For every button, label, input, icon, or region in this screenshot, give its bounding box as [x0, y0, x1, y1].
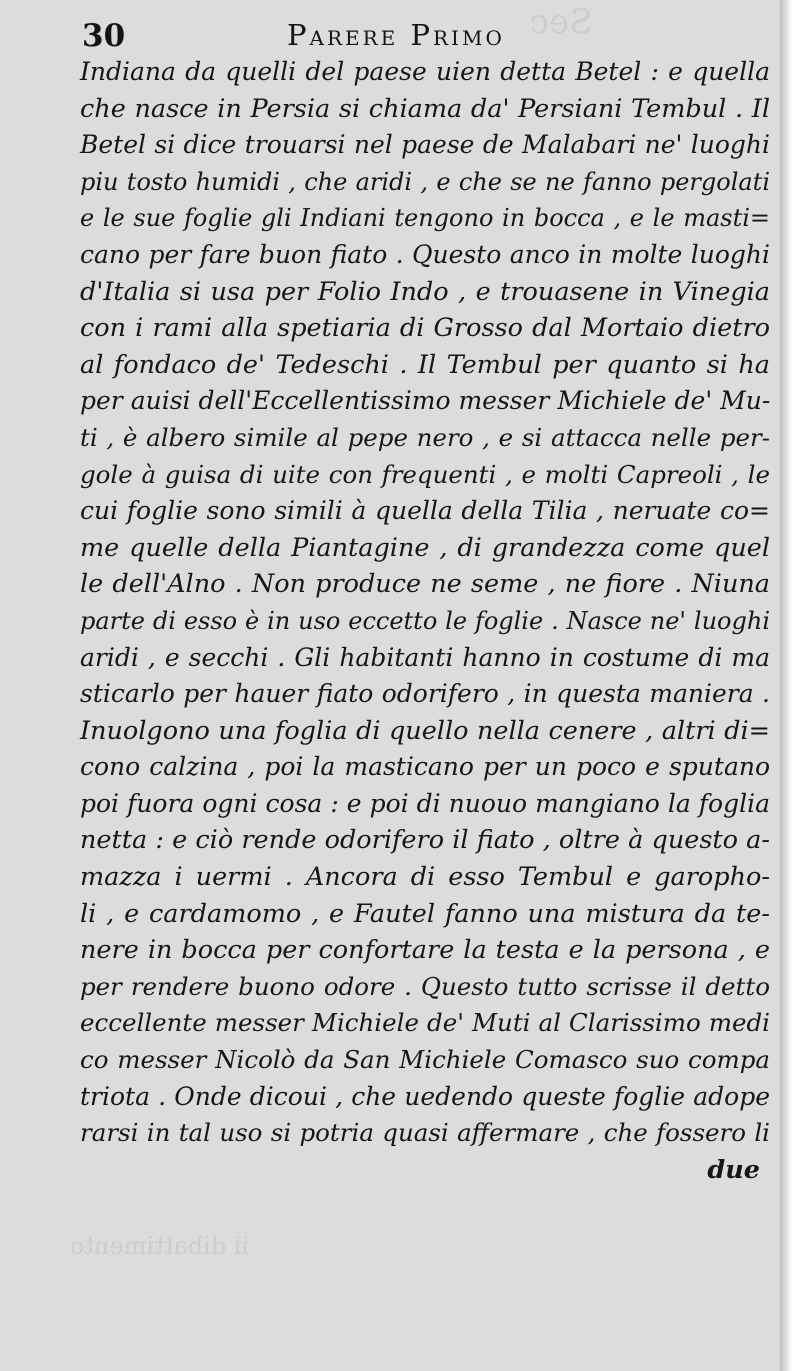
text-line: cano per fare buon fiato . Questo anco in molte luoghi: [80, 239, 770, 269]
text-line: che nasce in Persia si chiama da' Persiani Tembul . Il: [80, 93, 770, 124]
catchword: due: [707, 1154, 760, 1185]
text-line: parte di esso è in uso eccetto le foglie . Nasce ne' luoghi: [80, 606, 770, 635]
body-text: [80, 54, 770, 1188]
text-line: poi fuora ogni cosa : e poi di nuouo mangiano la foglia: [80, 788, 770, 818]
text-line: gole à guisa di uite con frequenti , e molti Capreoli , le: [80, 459, 770, 489]
text-line: li , e cardamomo , e Fautel fanno una mistura da te-: [80, 898, 770, 929]
text-line: eccellente messer Michiele de' Muti al Clarissimo medi: [80, 1008, 770, 1038]
text-line: cono calzina , poi la masticano per un poco e sputano: [80, 752, 770, 782]
text-line: nere in bocca per confortare la testa e la persona , e: [80, 935, 770, 966]
text-line: co messer Nicolò da San Michiele Comasco suo compa: [80, 1045, 770, 1075]
text-line: rarsi in tal uso si potria quasi affermare , che fossero li: [80, 1118, 770, 1148]
text-line: Inuolgono una foglia di quello nella cenere , altri di=: [80, 715, 770, 746]
text-line: le dell'Alno . Non produce ne seme , ne fiore . Niuna: [80, 569, 770, 600]
text-line: e le sue foglie gli Indiani tengono in bocca , e le masti=: [80, 204, 770, 233]
running-head-title: Parere Primo: [287, 18, 505, 52]
text-line: me quelle della Piantagine , di grandezza come quel: [80, 532, 770, 563]
text-line: con i rami alla spetiaria di Grosso dal Mortaio dietro: [80, 313, 770, 344]
text-line: piu tosto humidi , che aridi , e che se ne fanno pergolati: [80, 167, 770, 196]
text-line: triota . Onde dicoui , che uedendo queste foglie adope: [80, 1081, 770, 1111]
text-line: sticarlo per hauer fiato odorifero , in questa maniera .: [80, 679, 770, 709]
bleed-through-text-top: Sec: [530, 2, 593, 42]
text-line: per rendere buono odore . Questo tutto scrisse il detto: [80, 971, 770, 1001]
text-line: netta : e ciò rende odorifero il fiato , oltre à questo a-: [80, 825, 770, 856]
bleed-through-text-bottom: ii dibattimento: [70, 1232, 250, 1260]
running-head: [82, 18, 762, 58]
text-line: ti , è albero simile al pepe nero , e si attacca nelle per-: [80, 422, 770, 452]
text-line: Betel si dice trouarsi nel paese de Malabari ne' luoghi: [80, 130, 770, 160]
text-line: Indiana da quelli del paese uien detta Betel : e quella: [80, 57, 770, 86]
text-line: per auisi dell'Eccellentissimo messer Michiele de' Mu-: [80, 386, 771, 416]
text-line: cui foglie sono simili à quella della Tilia , neruate co=: [80, 496, 770, 526]
text-line: d'Italia si usa per Folio Indo , e trouasene in Vinegia: [80, 276, 770, 307]
page-number: 30: [82, 18, 126, 54]
text-line: al fondaco de' Tedeschi . Il Tembul per quanto si ha: [80, 349, 770, 380]
text-line: mazza i uermi . Ancora di esso Tembul e garopho-: [80, 862, 770, 893]
text-line: aridi , e secchi . Gli habitanti hanno in costume di ma: [80, 642, 770, 672]
page-edge: [780, 0, 800, 1371]
